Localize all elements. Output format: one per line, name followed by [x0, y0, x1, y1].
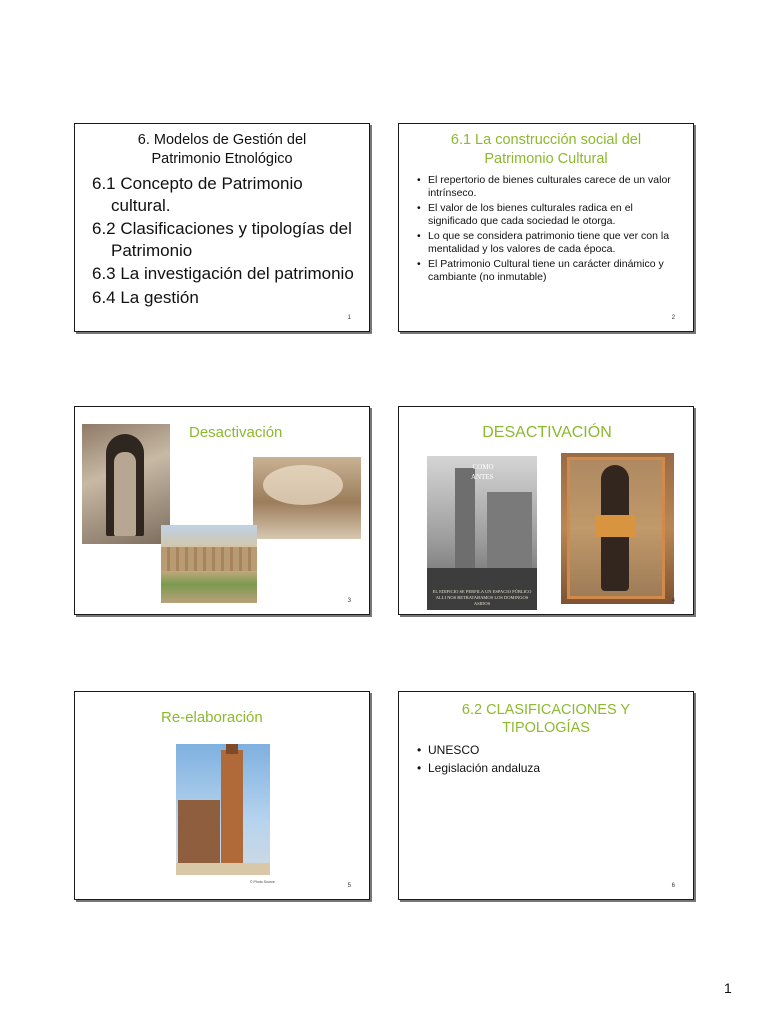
slide-6-bullets [417, 742, 540, 777]
bullet-item: • UNESCO [417, 742, 540, 760]
slide-2-bullets [417, 174, 679, 286]
slide-5-title: Re-elaboración [161, 709, 263, 726]
slide-number: 1 [347, 315, 351, 321]
photo-caption-bottom: EL EDIFICIO SE PERFILA UN ESPACIO PÚBLICO ALLI NOS RETRATABAMOS LOS DOMINGOS ASIDOS [432, 589, 532, 606]
slide-number: 4 [671, 598, 675, 604]
slide-number: 2 [671, 315, 675, 321]
slide-5 [74, 691, 370, 900]
photo-caption-top: COMO ANTES [471, 463, 494, 481]
list-item: 6.3 La investigación del patrimonio [92, 264, 354, 283]
slide-1-list [92, 173, 359, 310]
list-item: 6.1 Concepto de Patrimonio cultural. [92, 174, 303, 215]
list-item: 6.4 La gestión [92, 287, 199, 307]
giralda-photo [176, 744, 270, 875]
slide-number: 6 [671, 883, 675, 889]
list-item: 6.2 Clasificaciones y tipologías del Patrimonio [92, 219, 352, 260]
slide-6-title: 6.2 CLASIFICACIONES Y TIPOLOGÍAS [461, 702, 631, 736]
slide-2 [398, 123, 694, 332]
slide-1 [74, 123, 370, 332]
bullet-item: • Legislación andaluza [417, 760, 540, 778]
slide-4-title: DESACTIVACIÓN [482, 424, 612, 441]
museum-figure-photo [561, 453, 674, 604]
slide-6 [398, 691, 694, 900]
buddha-niche-photo [82, 424, 170, 544]
bullet-item: • El Patrimonio Cultural tiene un carácter dinámico y cambiante (no inmutable) [417, 258, 679, 283]
giralda-historic-photo [427, 456, 537, 610]
page-number: 1 [724, 980, 732, 996]
slide-number: 5 [347, 883, 351, 889]
slide-1-title: 6. Modelos de Gestión del Patrimonio Etnológico [137, 132, 307, 167]
slide-2-title: 6.1 La construcción social del Patrimonio Cultural [450, 132, 642, 167]
bullet-item: • El repertorio de bienes culturales carece de un valor intrínseco. [417, 174, 679, 199]
bullet-item: • El valor de los bienes culturales radica en el significado que cada sociedad le otorga. [417, 202, 679, 227]
destruction-photo [253, 457, 361, 539]
slide-4 [398, 406, 694, 615]
slide-number: 3 [347, 598, 351, 604]
bullet-item: • Lo que se considera patrimonio tiene que ver con la mentalidad y los valores de cada época. [417, 230, 679, 255]
photo-credit: © Photo Source [250, 880, 275, 884]
slide-3-title: Desactivación [189, 424, 283, 441]
slide-3 [74, 406, 370, 615]
valley-cliffs-photo [161, 525, 257, 603]
